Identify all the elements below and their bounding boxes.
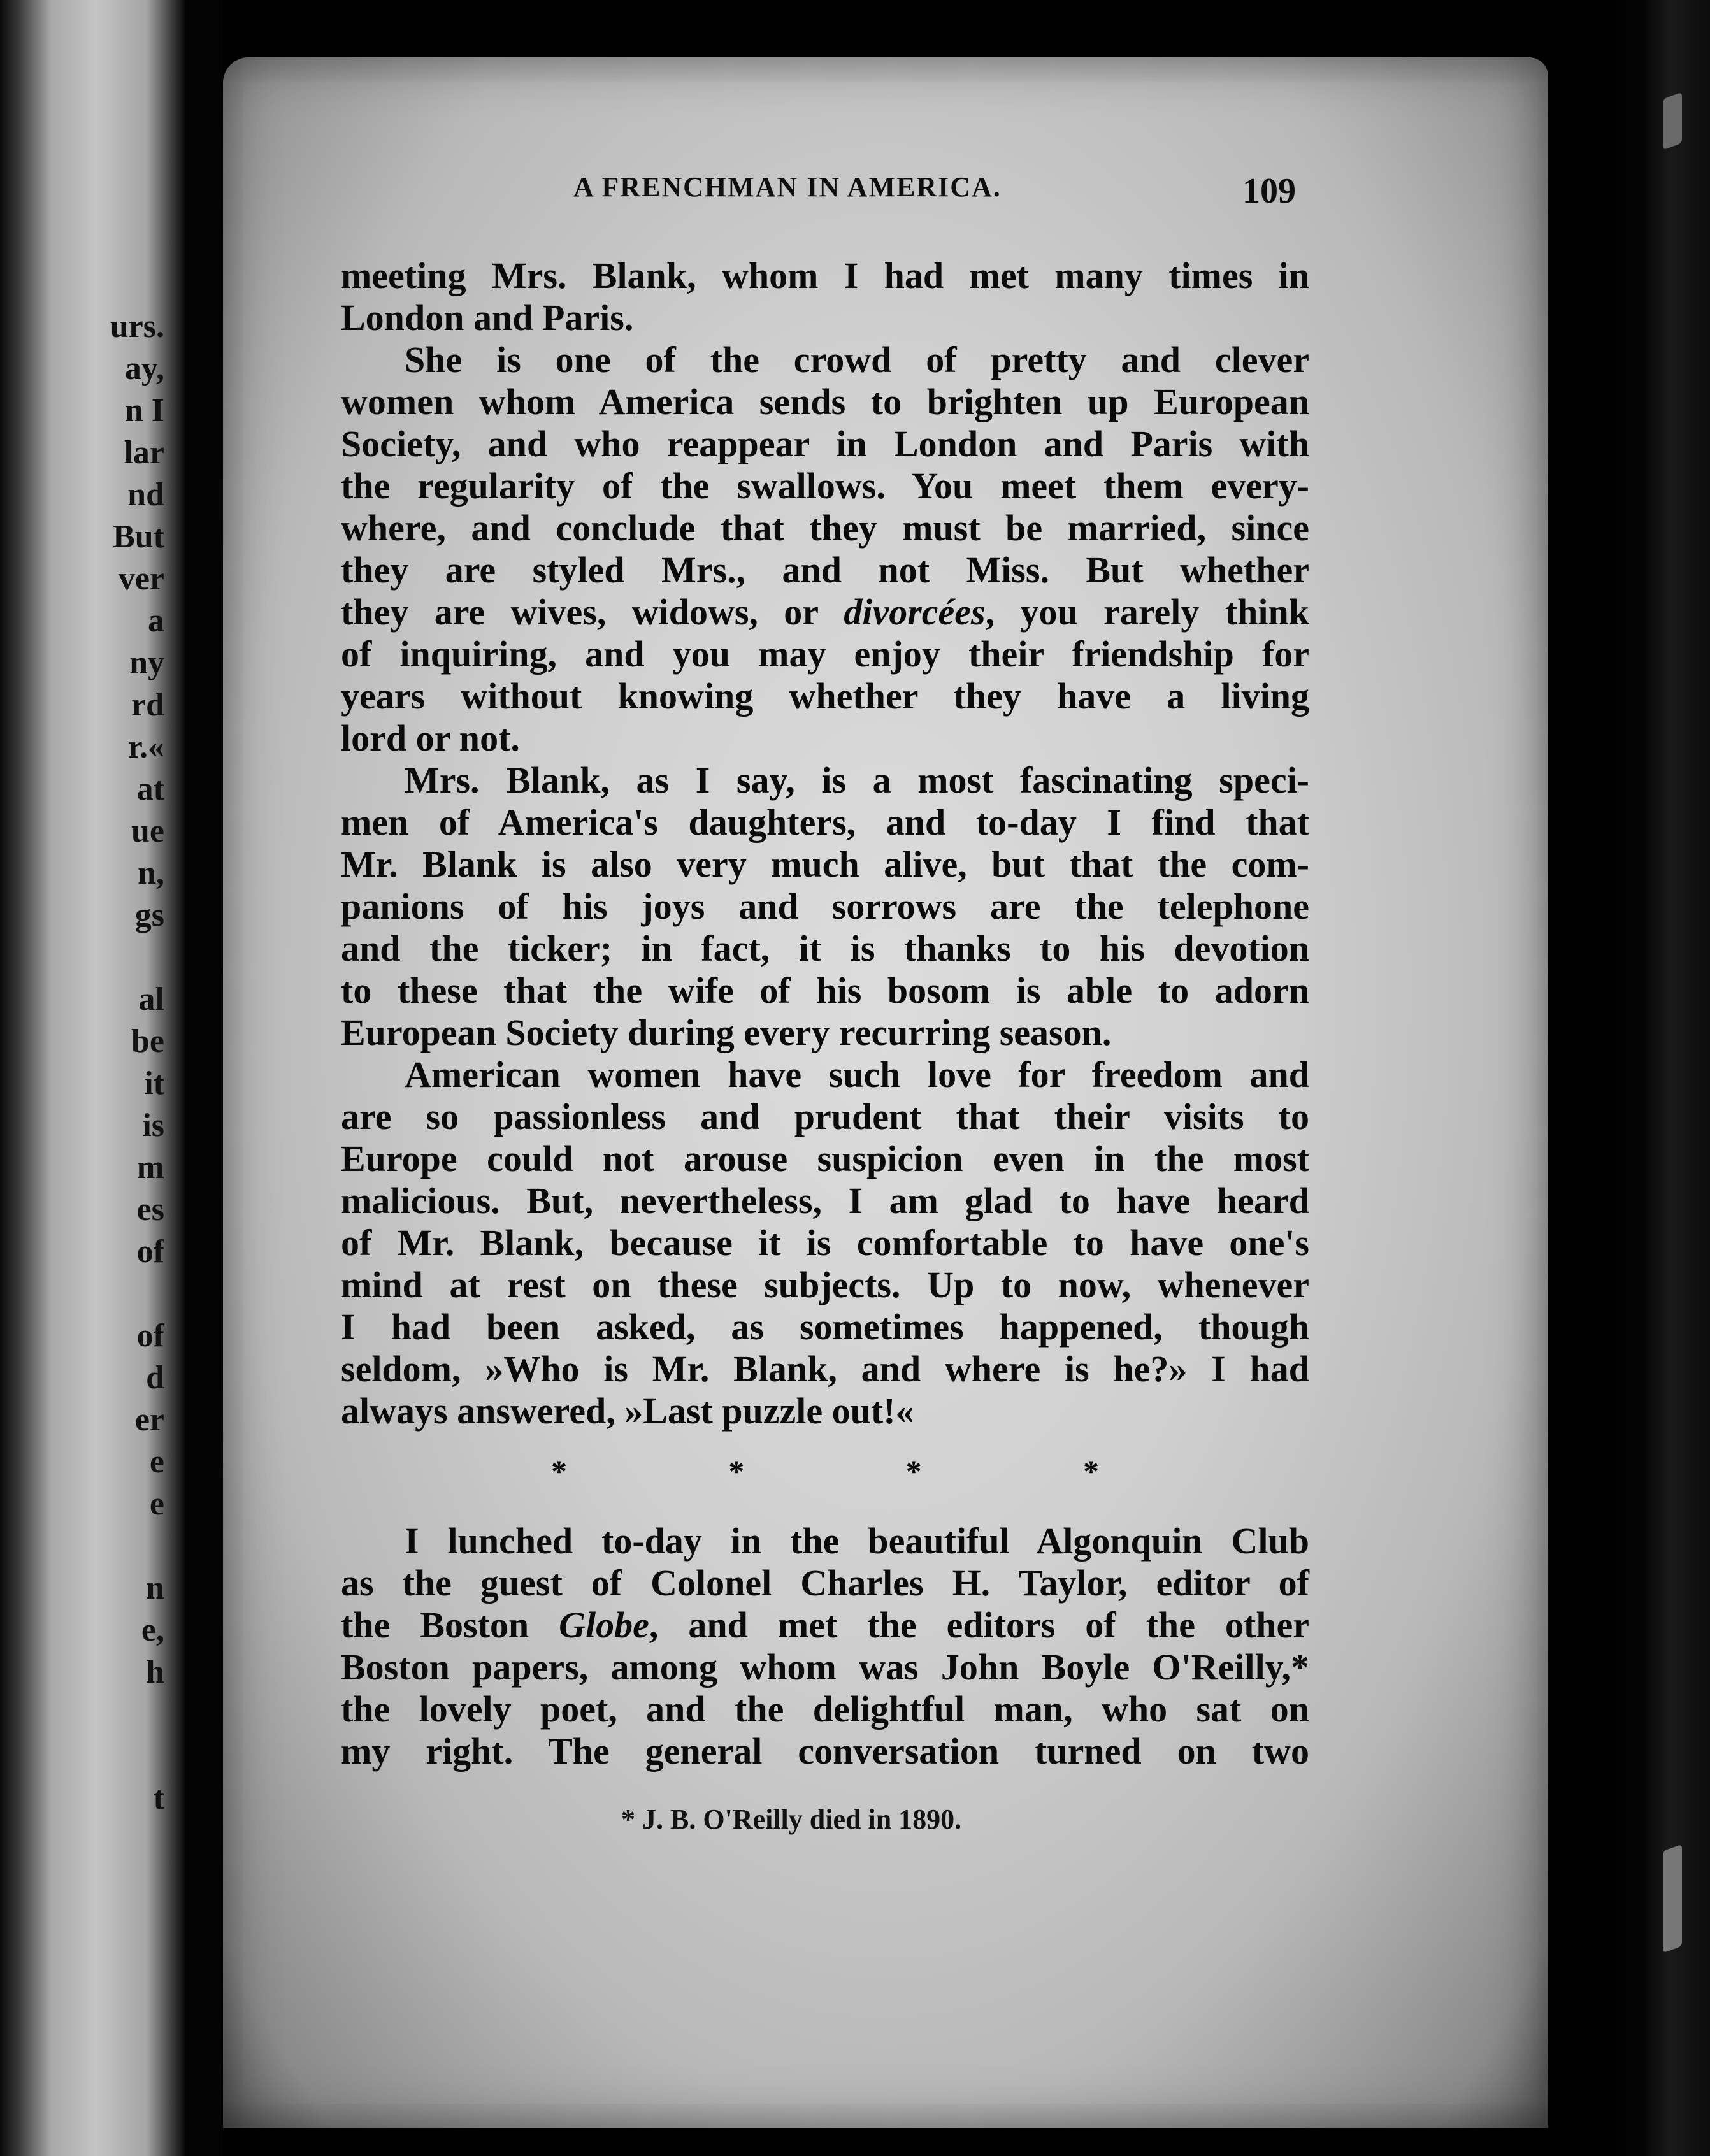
left-fragment xyxy=(0,937,164,979)
left-fragment: be xyxy=(131,1023,164,1060)
edge-mark xyxy=(1663,92,1682,150)
page-number: 109 xyxy=(1242,171,1296,211)
separator-star: * xyxy=(728,1453,745,1489)
footnote: * J. B. O'Reilly died in 1890. xyxy=(621,1804,962,1835)
edge-mark xyxy=(1663,1844,1682,1953)
text-line: they are styled Mrs., and not Miss. But whether xyxy=(341,549,1309,591)
left-fragment xyxy=(0,1693,164,1736)
left-fragment: lar xyxy=(124,435,164,471)
left-fragment: But xyxy=(113,519,164,555)
book-gutter xyxy=(185,0,223,2156)
text-line xyxy=(341,591,1309,633)
text-line: She is one of the crowd of pretty and clever xyxy=(405,339,1309,380)
left-fragment: n, xyxy=(138,855,164,891)
body-text xyxy=(341,255,1309,1772)
left-fragment: ver xyxy=(118,561,164,597)
text-line: always answered, »Last puzzle out!« xyxy=(341,1390,914,1432)
text-line: Boston papers, among whom was John Boyle O'Reilly,* xyxy=(341,1646,1309,1688)
left-fragment: es xyxy=(136,1191,164,1228)
left-fragment: is xyxy=(142,1107,164,1144)
left-fragment: m xyxy=(136,1149,164,1186)
text-line: Europe could not arouse suspicion even in the most xyxy=(341,1138,1309,1179)
left-fragment: rd xyxy=(131,687,164,723)
text-line: of inquiring, and you may enjoy their friendship for xyxy=(341,633,1309,675)
text-line: I had been asked, as sometimes happened, though xyxy=(341,1306,1309,1348)
right-page-edge xyxy=(1606,0,1710,2156)
text-fragment: , and met the editors of the other xyxy=(649,1604,1309,1646)
text-line: years without knowing whether they have a living xyxy=(341,675,1309,717)
text-line: malicious. But, nevertheless, I am glad to have heard xyxy=(341,1180,1309,1221)
left-fragment: ue xyxy=(131,813,164,849)
text-line: Mr. Blank is also very much alive, but that the com- xyxy=(341,844,1309,885)
running-head: A FRENCHMAN IN AMERICA. xyxy=(573,171,1002,203)
separator-star: * xyxy=(905,1453,922,1489)
text-line: are so passionless and prudent that their visits to xyxy=(341,1096,1309,1137)
text-fragment: they are wives, widows, or xyxy=(341,591,818,633)
left-fragment: ay, xyxy=(124,350,164,387)
text-fragment: the Boston xyxy=(341,1604,529,1646)
left-fragment: of xyxy=(136,1233,164,1270)
text-line: American women have such love for freedom and xyxy=(405,1054,1309,1095)
left-fragment xyxy=(0,1736,164,1778)
left-fragment: at xyxy=(136,771,164,807)
text-line: Mrs. Blank, as I say, is a most fascinating speci- xyxy=(405,759,1309,801)
left-fragment: n I xyxy=(124,392,164,429)
left-fragment: al xyxy=(138,981,164,1017)
left-fragment: it xyxy=(144,1065,164,1102)
text-line: mind at rest on these subjects. Up to now, whenever xyxy=(341,1264,1309,1305)
left-fragment: urs. xyxy=(110,308,164,345)
text-fragment: , you rarely think xyxy=(985,591,1309,633)
left-fragment: ny xyxy=(129,645,164,681)
left-page-text-fragments xyxy=(0,306,164,1820)
text-line: men of America's daughters, and to-day I find that xyxy=(341,801,1309,843)
text-line: my right. The general conversation turned on two xyxy=(341,1730,1309,1772)
left-fragment: d xyxy=(146,1360,164,1396)
separator-star: * xyxy=(1082,1453,1099,1489)
text-line: European Society during every recurring season. xyxy=(341,1012,1112,1053)
left-fragment: a xyxy=(148,603,164,639)
separator-star: * xyxy=(551,1453,567,1489)
left-fragment: e xyxy=(149,1486,164,1522)
left-fragment: gs xyxy=(134,897,164,933)
left-fragment: e xyxy=(149,1444,164,1480)
italic-word: divorcées xyxy=(844,591,986,633)
text-line: I lunched to-day in the beautiful Algonquin Club xyxy=(405,1520,1309,1562)
text-line xyxy=(341,1604,1309,1646)
text-line: to these that the wife of his bosom is able to adorn xyxy=(341,970,1309,1011)
left-fragment: n xyxy=(146,1570,164,1606)
left-page-edge xyxy=(0,0,185,2156)
text-line: Society, and who reappear in London and Paris with xyxy=(341,423,1309,464)
text-line: as the guest of Colonel Charles H. Taylor, editor of xyxy=(341,1562,1309,1604)
left-fragment: of xyxy=(136,1318,164,1354)
text-line: lord or not. xyxy=(341,717,520,759)
text-line: of Mr. Blank, because it is comfortable to have one's xyxy=(341,1222,1309,1263)
left-fragment xyxy=(0,1525,164,1567)
italic-word: Globe xyxy=(559,1604,649,1646)
text-line: women whom America sends to brighten up European xyxy=(341,381,1309,422)
text-line: the lovely poet, and the delightful man, who sat on xyxy=(341,1688,1309,1730)
left-fragment xyxy=(0,1273,164,1315)
left-fragment: r.« xyxy=(127,729,164,765)
left-fragment: t xyxy=(153,1780,164,1816)
left-fragment: er xyxy=(134,1402,164,1438)
section-separator xyxy=(551,1450,1099,1492)
text-line: and the ticker; in fact, it is thanks to his devotion xyxy=(341,928,1309,969)
left-fragment: nd xyxy=(127,477,164,513)
text-line: where, and conclude that they must be married, since xyxy=(341,507,1309,549)
text-line: panions of his joys and sorrows are the telephone xyxy=(341,886,1309,927)
left-fragment: h xyxy=(146,1654,164,1690)
left-fragment: e, xyxy=(141,1612,164,1648)
text-line: the regularity of the swallows. You meet them every- xyxy=(341,465,1309,507)
text-line: London and Paris. xyxy=(341,297,634,338)
text-line: meeting Mrs. Blank, whom I had met many times in xyxy=(341,255,1309,296)
text-line: seldom, »Who is Mr. Blank, and where is he?» I had xyxy=(341,1348,1309,1390)
